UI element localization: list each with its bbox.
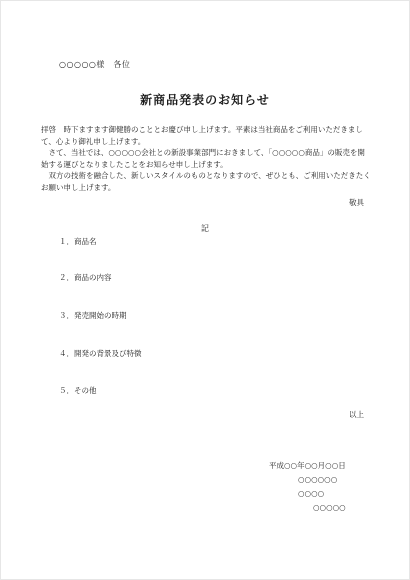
list-item-release-timing: ３．発売開始の時期 <box>59 311 127 320</box>
sender-date: 平成○○年○○月○○日 <box>269 461 346 470</box>
paragraph-request: 双方の技術を融合した、新しいスタイルのものとなりますので、ぜひとも、ご利用いただきたくお願い申し上げます。 <box>41 171 371 192</box>
sender-name: ○○○○○ <box>313 503 346 512</box>
ki-heading: 記 <box>201 224 209 233</box>
paragraph-announcement: さて、当社では、○○○○○会社との新設事業部門におきまして、「○○○○○商品」の販売を開始する運びとなりましたことをお知らせ申し上げます。 <box>41 148 365 169</box>
sender-block <box>269 459 346 515</box>
sender-department: ○○○○ <box>298 489 325 498</box>
list-item-other: ５．その他 <box>59 386 97 395</box>
closing-keigu: 敬具 <box>349 198 364 207</box>
list-item-product-content: ２．商品の内容 <box>59 273 112 282</box>
body-text <box>41 124 371 193</box>
list-item-product-name: １．商品名 <box>59 237 97 246</box>
closing-ijo: 以上 <box>349 410 364 419</box>
sender-company: ○○○○○○ <box>298 475 338 484</box>
list-item-background-features: ４．開発の背景及び特徴 <box>59 349 142 358</box>
paragraph-greeting: 拝啓 時下ますます御健勝のこととお慶び申し上げます。平素は当社商品をご利用いただきまして、心より御礼申し上げます。 <box>41 125 363 146</box>
document-title: 新商品発表のお知らせ <box>140 93 270 107</box>
addressee: ○○○○○様 各位 <box>59 60 131 69</box>
